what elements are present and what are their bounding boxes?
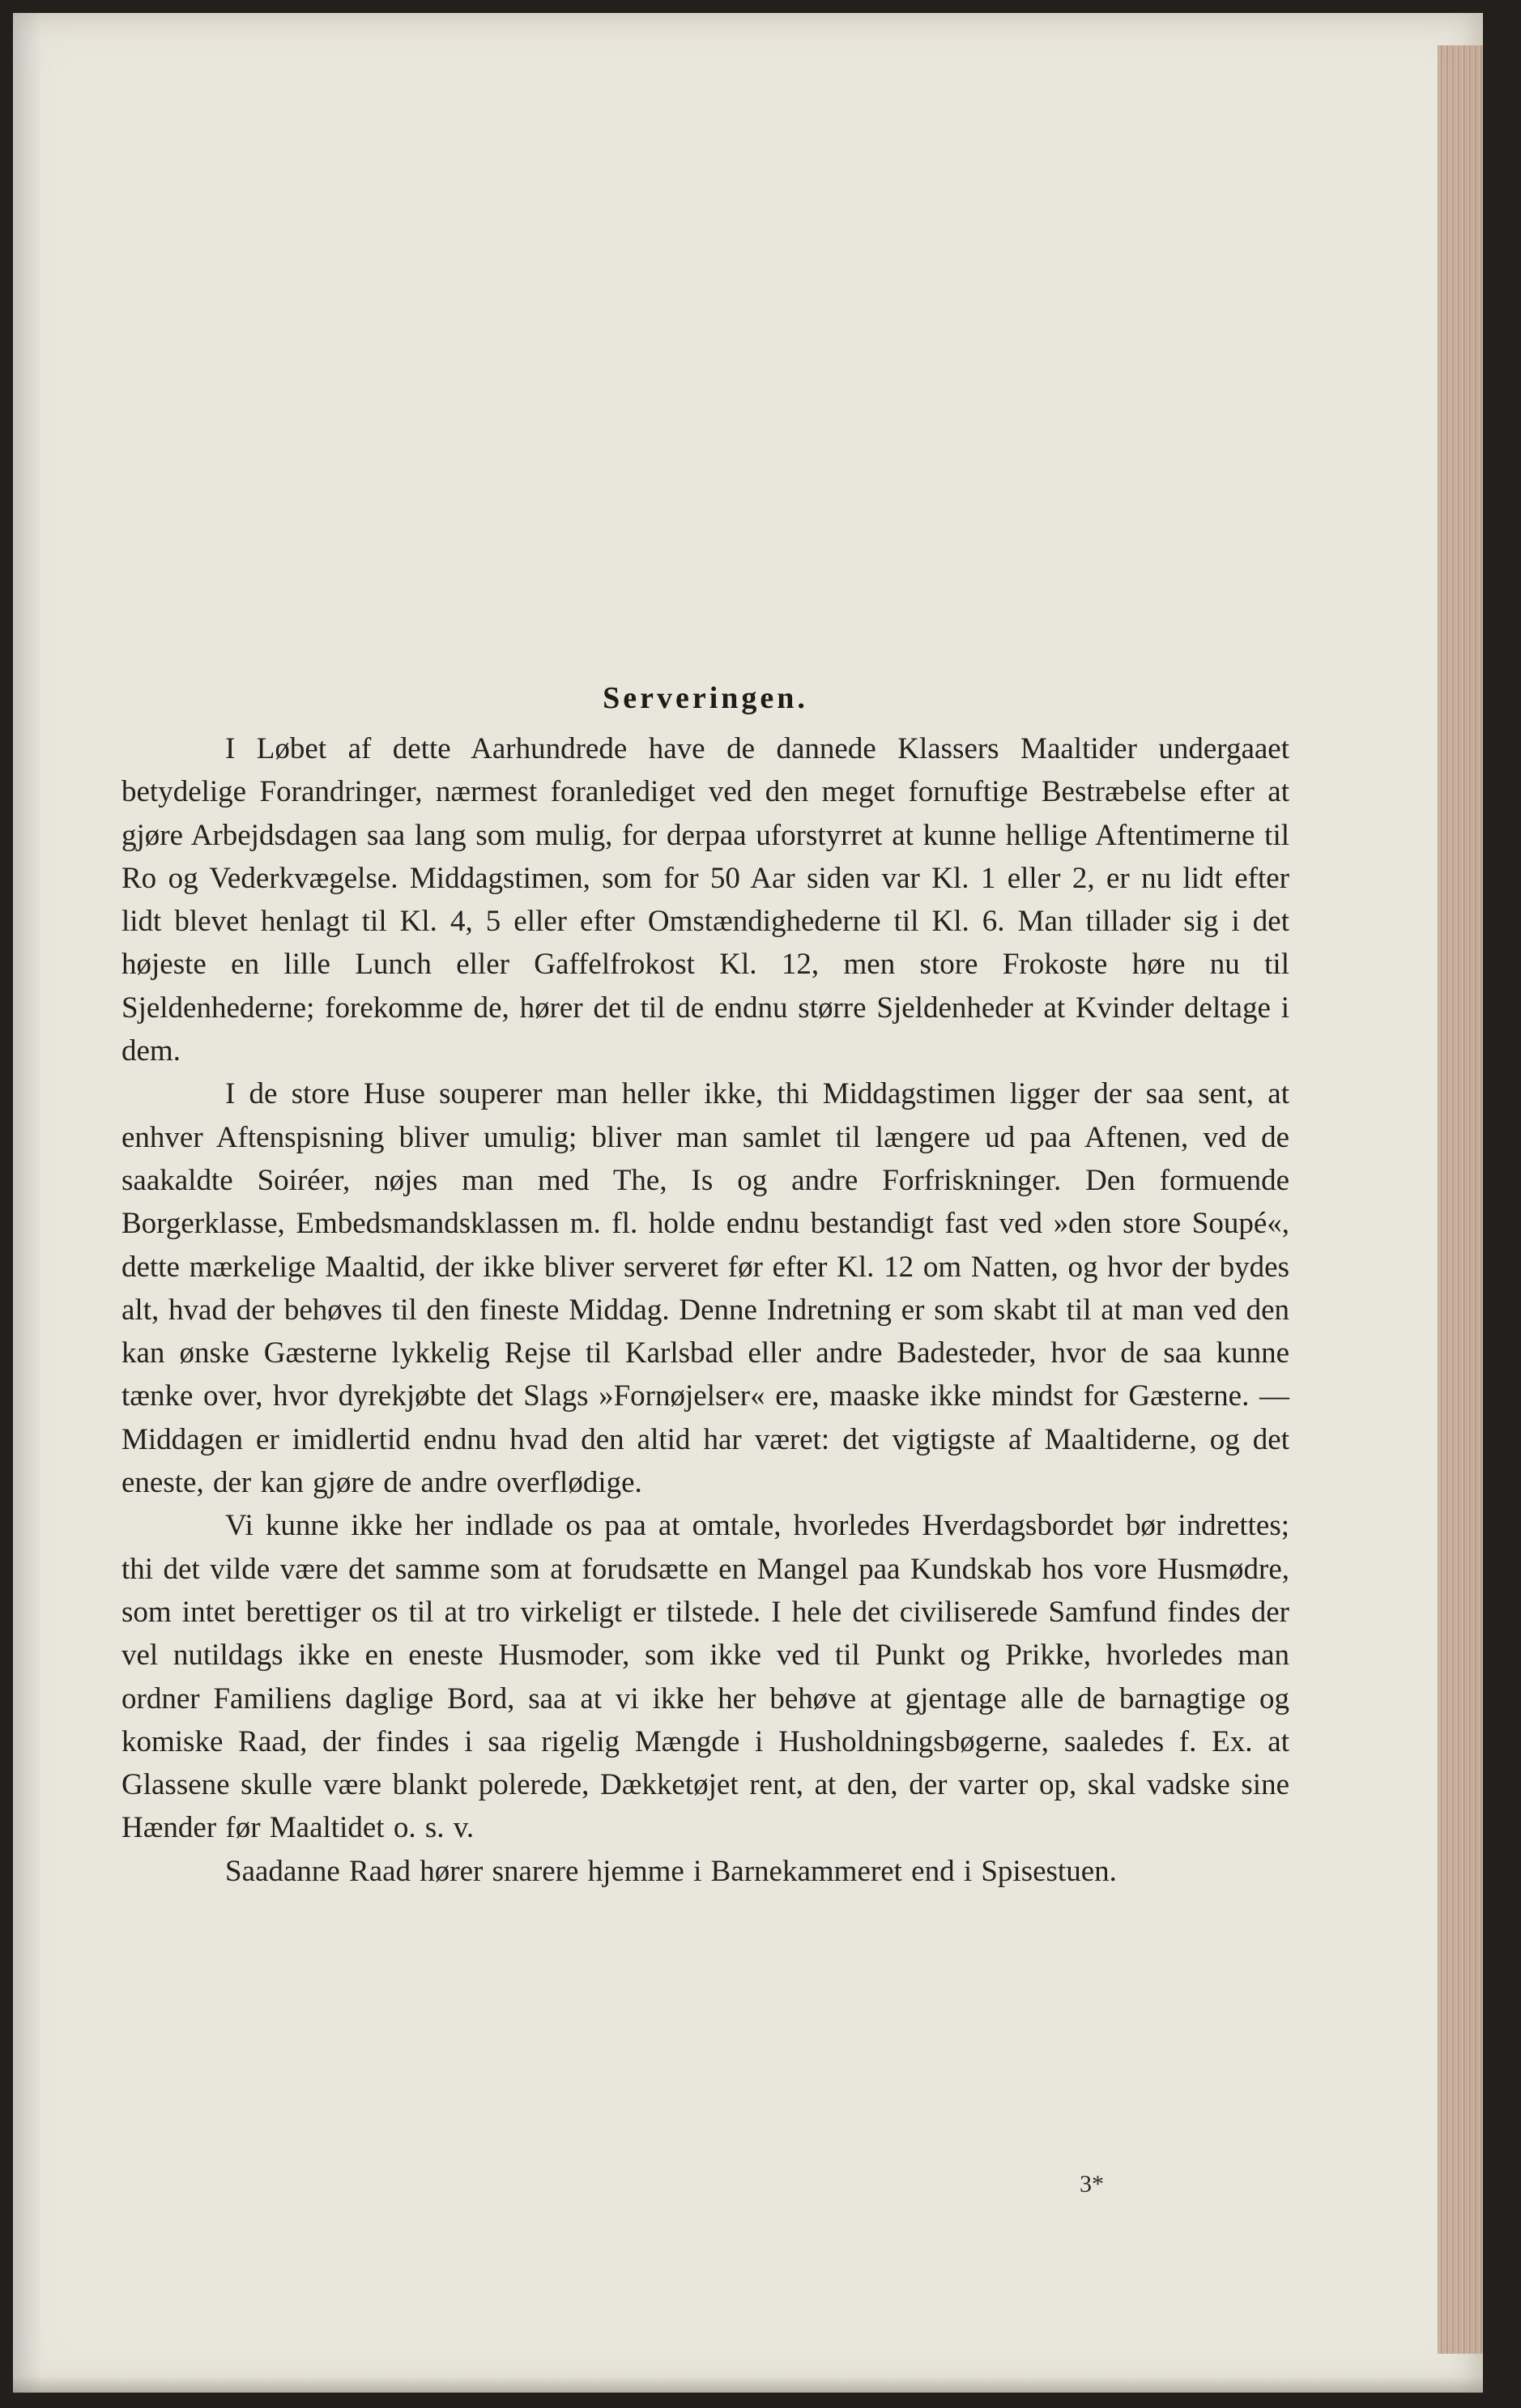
bottom-shadow xyxy=(13,2376,1483,2393)
paragraph-4: Saadanne Raad hører snarere hjemme i Barnekammeret end i Spisestuen. xyxy=(225,1854,1117,1888)
paragraph-1: I Løbet af dette Aarhundrede have de dannede Klassers Maaltider undergaaet betydelige Forandringer, nærmest foranlediget ved den meget fornuftige Bestræbelse efter at gjøre Arbejdsdagen saa lang som mulig, for derpaa uforstyrret at kunne hellige Aftentimerne til Ro og Vederkvægelse. Middagstimen, som for 50 Aar siden var Kl. 1 eller 2, er nu lidt efter lidt blevet henlagt til Kl. 4, 5 eller efter Omstændighederne til Kl. 6. Man tillader sig i det højeste en lille Lunch eller Gaffelfrokost Kl. 12, men store Frokoste høre nu til Sjeldenhederne; forekomme de, hører det til de endnu større Sjeldenheder at Kvinder deltage i dem. xyxy=(121,732,1289,1068)
paragraph-3: Vi kunne ikke her indlade os paa at omtale, hvorledes Hverdagsbordet bør indrettes; thi det vilde være det samme som at forudsætte en Mangel paa Kundskab hos vore Husmødre, som intet berettiger os til at tro virkeligt er tilstede. I hele det civiliserede Samfund findes der vel nutildags ikke en eneste Husmoder, som ikke ved til Punkt og Prikke, hvorledes man ordner Familiens daglige Bord, saa at vi ikke her behøve at gjentage alle de barnagtige og komiske Raad, der findes i saa rigelig Mængde i Husholdningsbøgerne, saaledes f. Ex. at Glassene skulle være blankt polerede, Dækketøjet rent, at den, der varter op, skal vadske sine Hænder før Maaltidet o. s. v. xyxy=(121,1509,1289,1845)
gutter-shadow xyxy=(13,13,42,2393)
signature-mark: 3* xyxy=(1080,2171,1104,2197)
paragraph-2: I de store Huse souperer man heller ikke, thi Middagstimen ligger der saa sent, at enhver Aftenspisning bliver umulig; bliver man samlet til længere ud paa Aftenen, ved de saakaldte Soiréer, nøjes man med The, Is og andre Forfriskninger. Den formuende Borgerklasse, Embedsmandsklassen m. fl. holde endnu bestandigt fast ved »den store Soupé«, dette mærkelige Maaltid, der ikke bliver serveret før efter Kl. 12 om Natten, og hvor der bydes alt, hvad der behøves til den fineste Middag. Denne Indretning er som skabt til at man ved den kan ønske Gæsterne lykkelig Rejse til Karlsbad eller andre Badesteder, hvor de saa kunne tænke over, hvor dyrekjøbte det Slags »Fornøjelser« ere, maaske ikke mindst for Gæsterne. — Middagen er imidlertid endnu hvad den altid har været: det vigtigste af Maaltiderne, og det eneste, der kan gjøre de andre overflødige. xyxy=(121,1077,1289,1500)
page-content xyxy=(121,680,1289,1893)
page-title: Serveringen. xyxy=(603,681,808,715)
page-edges xyxy=(1438,45,1483,2354)
